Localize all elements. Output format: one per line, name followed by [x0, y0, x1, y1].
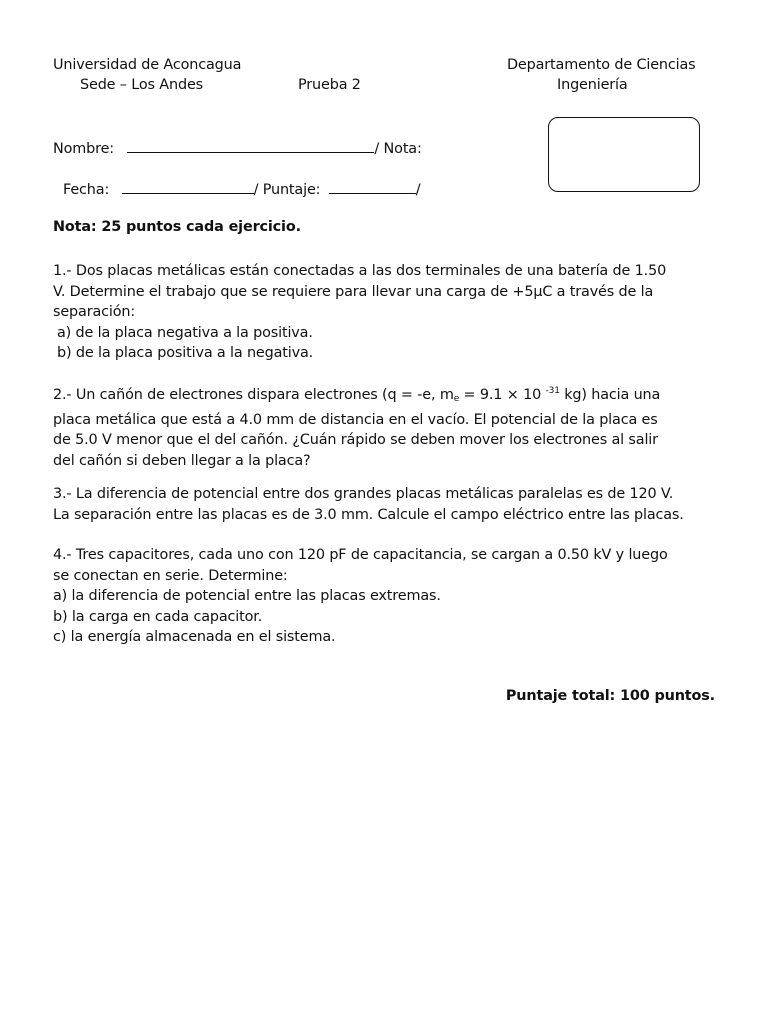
- exercise-2-line: del cañón si deben llegar a la placa?: [53, 452, 311, 469]
- exercise-2: [53, 381, 715, 471]
- exercise-4-line: se conectan en serie. Determine:: [53, 567, 288, 584]
- name-row: [53, 138, 422, 157]
- exercise-3: [53, 484, 715, 525]
- grade-box: [548, 117, 700, 192]
- date-blank: [122, 179, 254, 194]
- exercise-2-text: kg) hacia una: [559, 387, 661, 403]
- university-name: Universidad de Aconcagua: [53, 57, 242, 73]
- name-label: Nombre:: [53, 141, 114, 157]
- mass-subscript: e: [453, 394, 460, 404]
- exercise-4-line: 4.- Tres capacitores, cada uno con 120 pF de capacitancia, se cargan a 0.50 kV y luego: [53, 547, 668, 563]
- exercise-1-item-b: b) de la placa positiva a la negativa.: [57, 345, 314, 361]
- date-label: Fecha:: [63, 182, 110, 198]
- exercise-1-line: V. Determine el trabajo que se requiere para llevar una carga de +5µC a través de la: [53, 283, 654, 300]
- department-name: Departamento de Ciencias: [507, 57, 696, 73]
- total-score: Puntaje total: 100 puntos.: [505, 688, 715, 704]
- exercise-4: [53, 545, 715, 648]
- campus-name: Sede – Los Andes: [80, 77, 204, 93]
- exercise-3-line: La separación entre las placas es de 3.0 mm. Calcule el campo eléctrico entre las placas.: [53, 506, 684, 523]
- date-row: [63, 179, 420, 198]
- field-name: Ingeniería: [557, 77, 628, 93]
- exercise-1-line: separación:: [53, 304, 136, 320]
- exercise-4-item-a: a) la diferencia de potencial entre las placas extremas.: [53, 588, 441, 604]
- exercise-1: [53, 261, 715, 364]
- name-blank: [127, 138, 374, 153]
- exercise-2-text: = 9.1 × 10: [459, 387, 546, 403]
- score-end: /: [415, 182, 421, 198]
- exercise-4-item-c: c) la energía almacenada en el sistema.: [53, 629, 336, 645]
- exercise-3-line: 3.- La diferencia de potencial entre dos grandes placas metálicas paralelas es de 120 V.: [53, 486, 674, 502]
- score-label: / Puntaje:: [253, 182, 321, 198]
- test-title: Prueba 2: [298, 77, 361, 93]
- exercise-1-item-a: a) de la placa negativa a la positiva.: [57, 324, 313, 341]
- exercise-2-text: 2.- Un cañón de electrones dispara electrones (q = -e, m: [53, 387, 454, 403]
- points-note: Nota: 25 puntos cada ejercicio.: [53, 219, 301, 235]
- exercise-4-item-b: b) la carga en cada capacitor.: [53, 608, 263, 625]
- score-blank: [329, 179, 416, 194]
- exponent-superscript: -31: [545, 386, 560, 396]
- exercise-2-line: de 5.0 V menor que el del cañón. ¿Cuán rápido se deben mover los electrones al salir: [53, 432, 658, 448]
- exercise-2-line: [53, 381, 715, 410]
- exercise-1-line: 1.- Dos placas metálicas están conectadas a las dos terminales de una batería de 1.50: [53, 263, 667, 279]
- grade-label: / Nota:: [374, 141, 422, 157]
- exercise-2-line: placa metálica que está a 4.0 mm de distancia en el vacío. El potencial de la placa es: [53, 411, 658, 428]
